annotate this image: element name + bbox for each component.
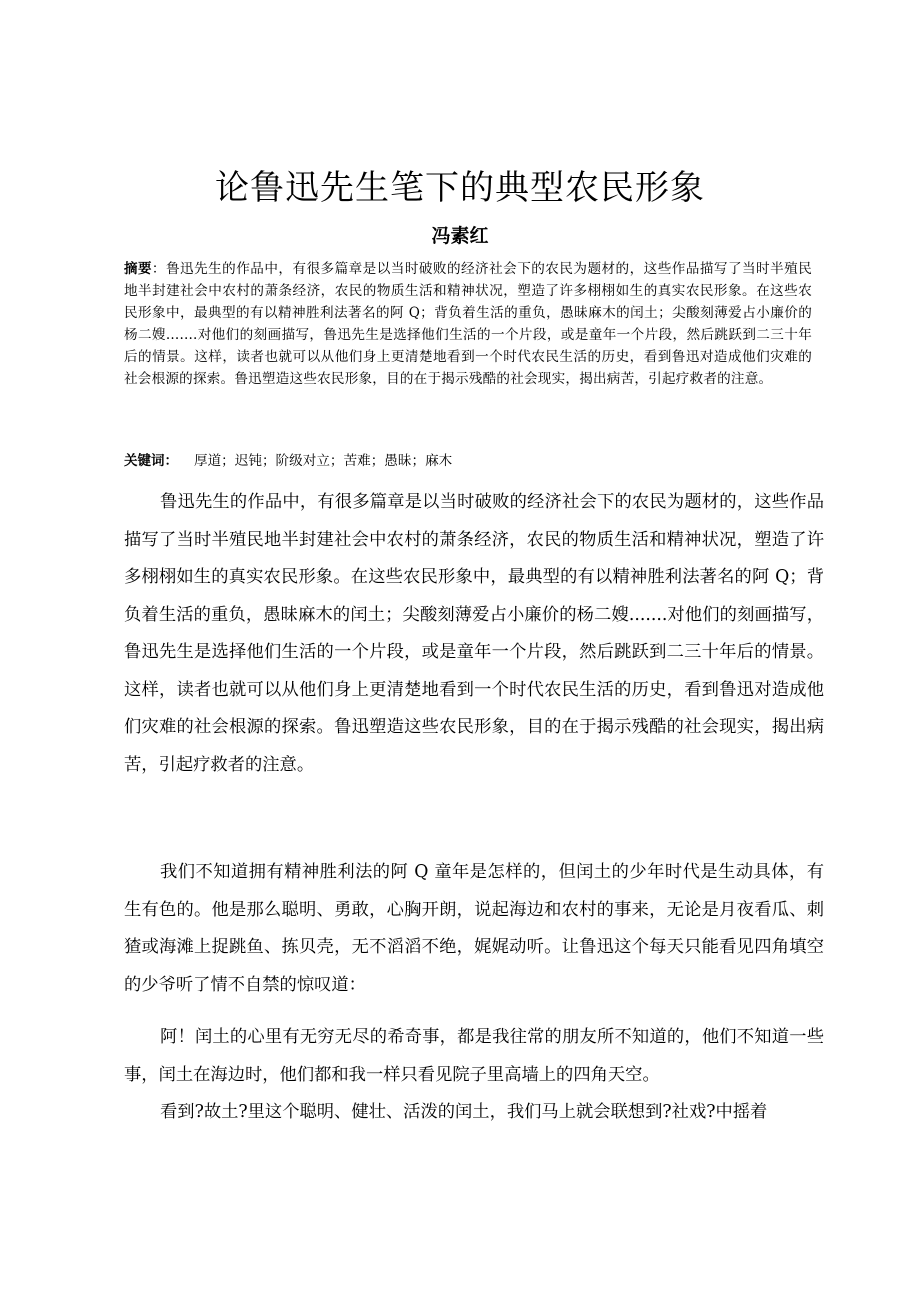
document-title: 论鲁迅先生笔下的典型农民形象 [215, 168, 705, 208]
body-paragraph: 看到?故土?里这个聪明、健壮、活泼的闰土，我们马上就会联想到?社戏?中摇着 [160, 1102, 768, 1122]
author-name: 冯素红 [431, 225, 489, 247]
abstract-label: 摘要 [124, 261, 152, 277]
body-paragraph: 我们不知道拥有精神胜利法的阿 Q 童年是怎样的，但闰土的少年时代是生动具体，有生有色的。他是那么聪明、勇敢，心胸开朗，说起海边和农村的事来，无论是月夜看瓜、刺猹或海滩上捉跳鱼、拣贝壳，无不滔滔不绝，娓娓动听。让鲁迅这个每天只能看见四角填空的少爷听了情不自禁的惊叹道： [124, 862, 824, 995]
body-paragraph: 阿！闰土的心里有无穷无尽的希奇事，都是我往常的朋友所不知道的，他们不知道一些事，闰土在海边时，他们都和我一样只看见院子里高墙上的四角天空。 [124, 1027, 824, 1085]
abstract-text: ：鲁迅先生的作品中，有很多篇章是以当时破败的经济社会下的农民为题材的，这些作品描写了当时半殖民地半封建社会中农村的萧条经济，农民的物质生活和精神状况，塑造了许多栩栩如生的真实农民形象。在这些农民形象中，最典型的有以精神胜利法著名的阿 Q；背负着生活的重负，愚昧麻木的闰土；尖酸刻薄爱占小廉价的杨二嫂.......对他们的刻画描写，鲁迅先生是选择他们生活的一个片段，或是童年一个片段，然后跳跃到二三十年后的情景。这样，读者也就可以从他们身上更清楚地看到一个时代农民生活的历史，看到鲁迅对造成他们灾难的社会根源的探索。鲁迅塑造这些农民形象，目的在于揭示残酷的社会现实，揭出病苦，引起疗救者的注意。 [124, 261, 812, 387]
keywords-label: 关键词： [124, 453, 178, 469]
keywords [124, 450, 812, 472]
body-paragraph: 鲁迅先生的作品中，有很多篇章是以当时破败的经济社会下的农民为题材的，这些作品描写了当时半殖民地半封建社会中农村的萧条经济，农民的物质生活和精神状况，塑造了许多栩栩如生的真实农民形象。在这些农民形象中，最典型的有以精神胜利法著名的阿 Q；背负着生活的重负，愚昧麻木的闰土；尖酸刻薄爱占小廉价的杨二嫂.......对他们的刻画描写，鲁迅先生是选择他们生活的一个片段，或是童年一个片段，然后跳跃到二三十年后的情景。这样，读者也就可以从他们身上更清楚地看到一个时代农民生活的历史，看到鲁迅对造成他们灾难的社会根源的探索。鲁迅塑造这些农民形象，目的在于揭示残酷的社会现实，揭出病苦，引起疗救者的注意。 [124, 492, 824, 775]
abstract [124, 258, 812, 390]
keywords-text: 厚道；迟钝；阶级对立；苦难；愚昧；麻木 [194, 453, 453, 469]
